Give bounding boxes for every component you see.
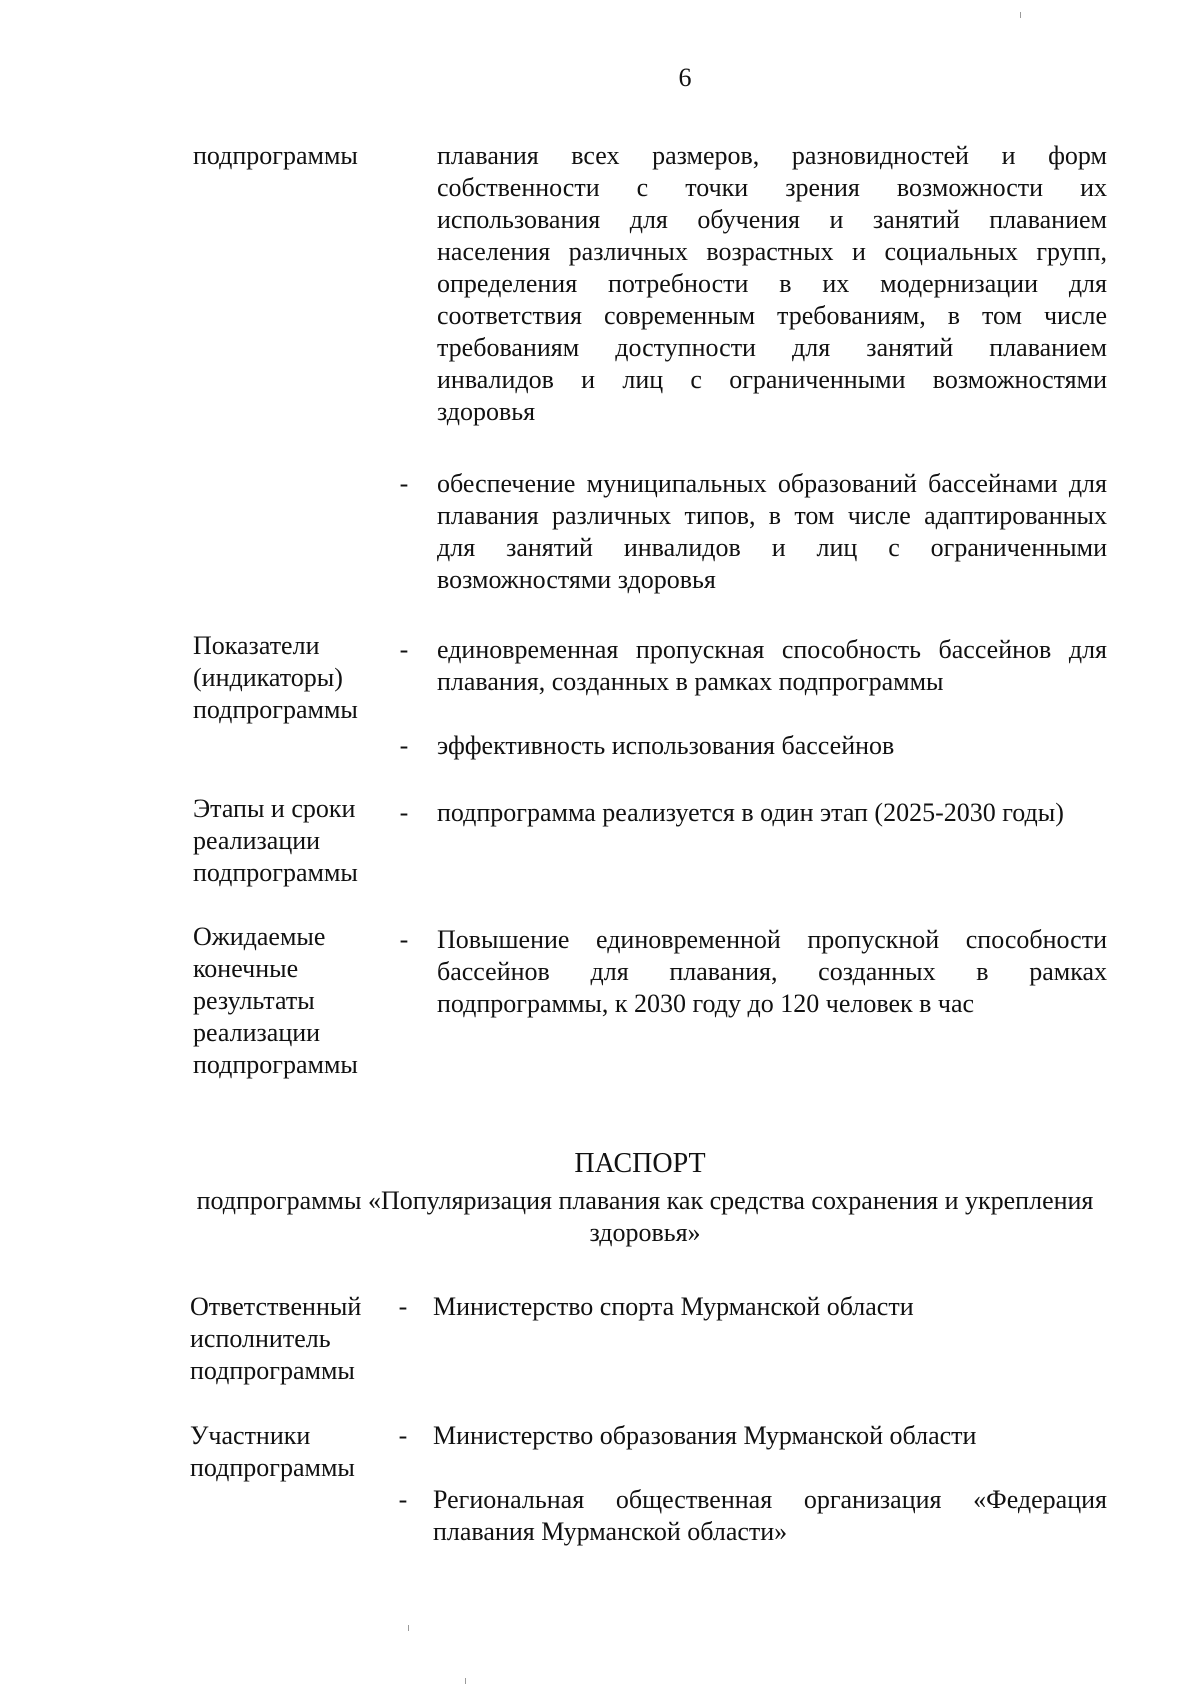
item-text: эффективность использования бассейнов bbox=[437, 731, 895, 760]
page-number: 6 bbox=[678, 63, 692, 92]
item-text: Повышение единовременной пропускной способности бассейнов для плавания, созданных в рамках подпрограммы, к 2030 году до 120 человек в час bbox=[437, 925, 1107, 1018]
item-text: обеспечение муниципальных образований бассейнами для плавания различных типов, в том числе адаптированных для занятий инвалидов и лиц с ограниченными возможностями здоровья bbox=[437, 469, 1107, 594]
scan-speck bbox=[408, 1625, 409, 1631]
item-dash: - bbox=[399, 925, 409, 954]
item-dash: - bbox=[399, 731, 409, 760]
item-dash: - bbox=[398, 1485, 408, 1514]
row-label: Ожидаемые конечные результаты реализации подпрограммы bbox=[193, 922, 358, 1079]
item-text: плавания всех размеров, разновидностей и форм собственности с точки зрения возможности их использования для обучения и занятий плаванием населения различных возрастных и социальных групп, определения потребности в их модернизации для соответствия современным требованиям, в том числе требованиям доступности для занятий плаванием инвалидов и лиц с ограниченными возможностями здоровья bbox=[437, 141, 1107, 426]
row-label: Показатели (индикаторы) подпрограммы bbox=[193, 631, 358, 724]
item-dash: - bbox=[398, 1421, 408, 1450]
row-label: Участники подпрограммы bbox=[190, 1421, 355, 1482]
scan-speck bbox=[465, 1678, 466, 1684]
item-text: Министерство спорта Мурманской области bbox=[433, 1292, 914, 1321]
passport-subtitle: подпрограммы «Популяризация плавания как средства сохранения и укрепления здоровья» bbox=[196, 1186, 1094, 1247]
row-label: Ответственный исполнитель подпрограммы bbox=[190, 1292, 362, 1385]
item-dash: - bbox=[398, 1292, 408, 1321]
item-dash: - bbox=[399, 469, 409, 498]
item-dash: - bbox=[399, 635, 409, 664]
item-text: Региональная общественная организация «Федерация плавания Мурманской области» bbox=[433, 1485, 1107, 1546]
item-text: единовременная пропускная способность бассейнов для плавания, созданных в рамках подпрограммы bbox=[437, 635, 1107, 696]
item-dash: - bbox=[399, 798, 409, 827]
item-text: подпрограмма реализуется в один этап (2025-2030 годы) bbox=[437, 798, 1064, 827]
row-label: подпрограммы bbox=[193, 141, 358, 170]
item-text: Министерство образования Мурманской области bbox=[433, 1421, 977, 1450]
row-label: Этапы и сроки реализации подпрограммы bbox=[193, 794, 358, 887]
scan-speck bbox=[1020, 12, 1021, 18]
passport-title: ПАСПОРТ bbox=[574, 1148, 706, 1179]
